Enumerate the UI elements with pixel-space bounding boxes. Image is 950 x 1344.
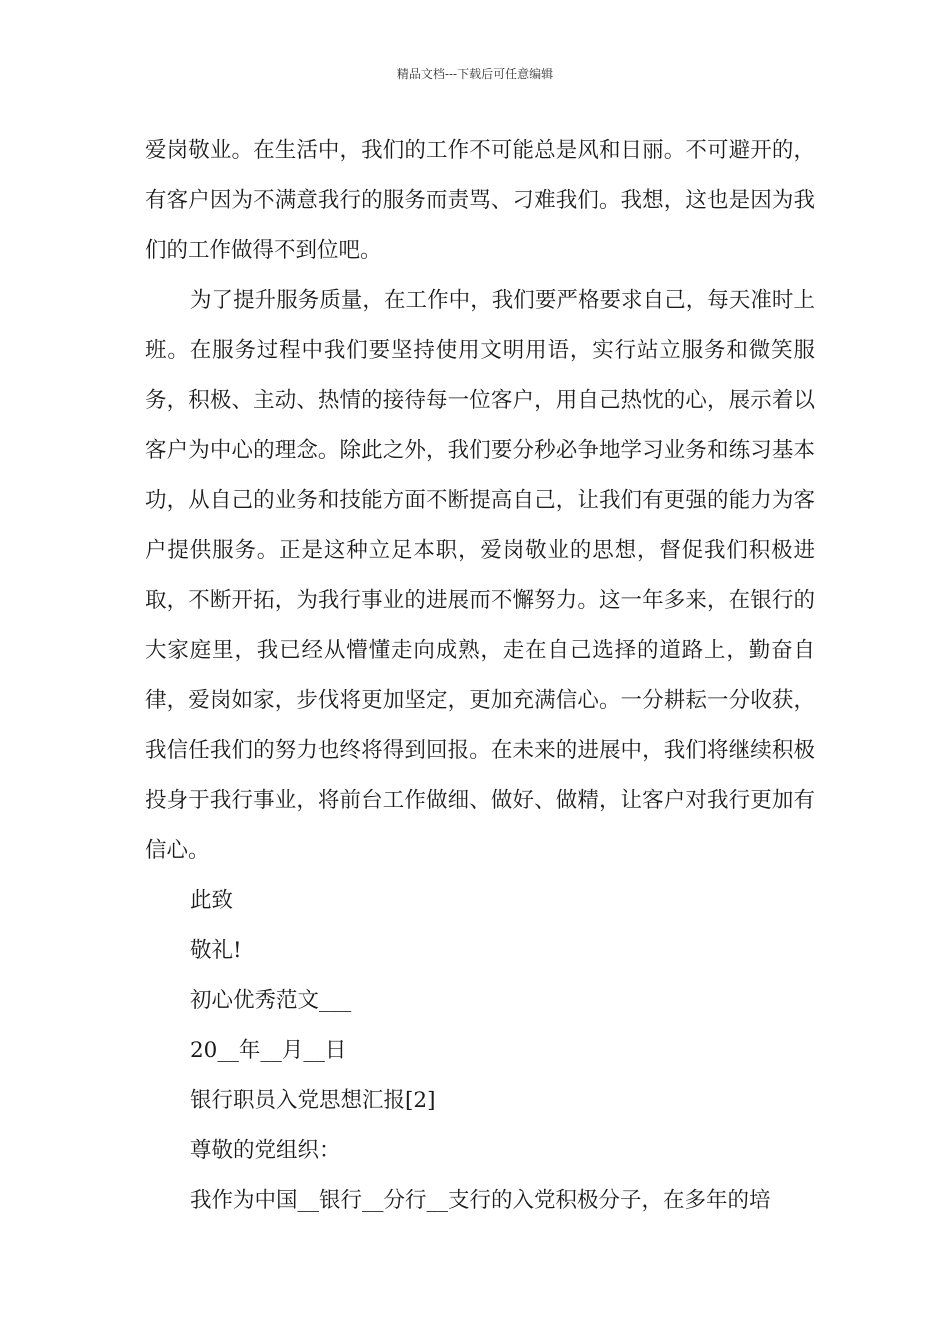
signature-line: 初心优秀范文___ [190,988,352,1013]
closing-respect: 敬礼! [190,938,242,963]
paragraph-1: 爱岗敬业。在生活中，我们的工作不可能总是风和日丽。不可避开的，有客户因为不满意我行的服务而责骂、刁难我们。我想，这也是因为我们的工作做得不到位吧。 [145,138,815,263]
date-line: 20__年__月__日 [190,1038,347,1063]
greeting-line: 尊敬的党组织： [190,1138,341,1163]
document-body [145,126,815,1226]
paragraph-3: 我作为中国__银行__分行__支行的入党积极分子，在多年的培 [190,1188,771,1213]
closing-salutation: 此致 [190,888,234,913]
paragraph-2: 为了提升服务质量，在工作中，我们要严格要求自己，每天准时上班。在服务过程中我们要坚持使用文明用语，实行站立服务和微笑服务，积极、主动、热情的接待每一位客户，用自己热忱的心，展示着以客户为中心的理念。除此之外，我们要分秒必争地学习业务和练习基本功，从自己的业务和技能方面不断提高自己，让我们有更强的能力为客户提供服务。正是这种立足本职，爱岗敬业的思想，督促我们积极进取，不断开拓，为我行事业的进展而不懈努力。这一年多来，在银行的大家庭里，我已经从懵懂走向成熟，走在自己选择的道路上，勤奋自律，爱岗如家，步伐将更加坚定，更加充满信心。一分耕耘一分收获，我信任我们的努力也终将得到回报。在未来的进展中，我们将继续积极投身于我行事业，将前台工作做细、做好、做精，让客户对我行更加有信心。 [145,288,815,863]
section-title: 银行职员入党思想汇报[2] [190,1088,436,1113]
page-header: 精品文档---下载后可任意编辑 [396,67,554,81]
